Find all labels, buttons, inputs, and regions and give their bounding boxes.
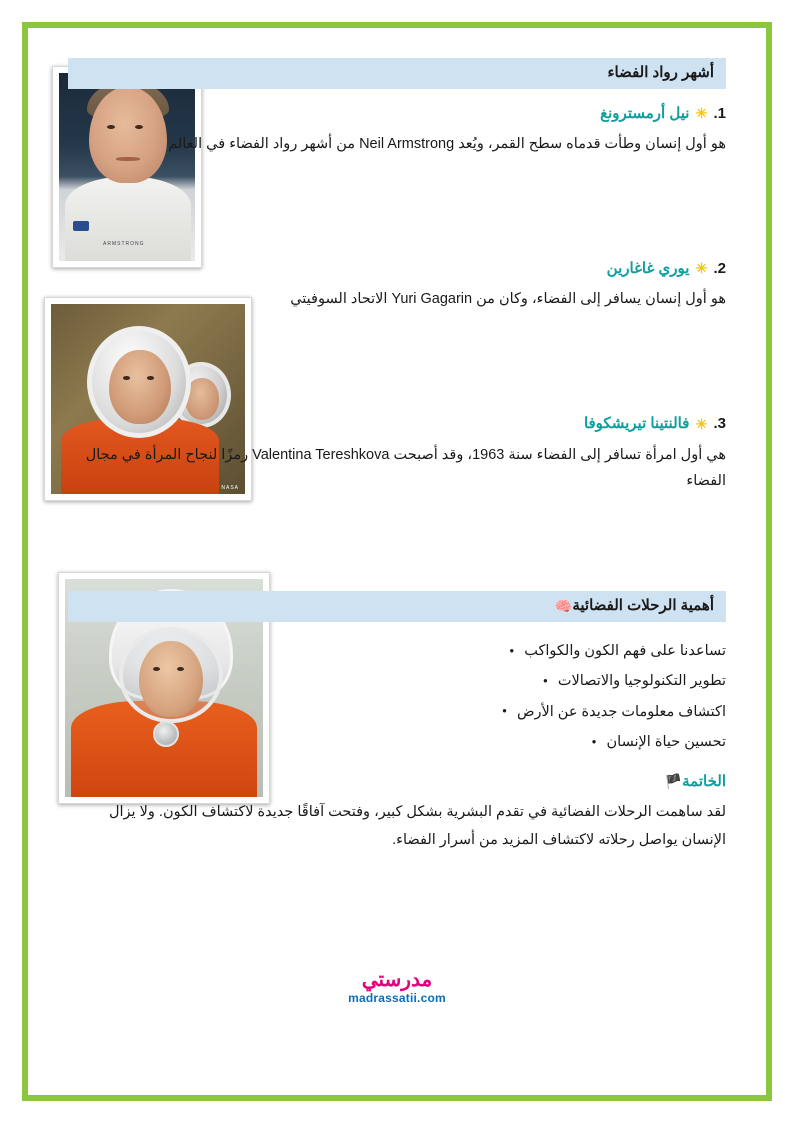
logo-arabic-text: مدرستي (361, 969, 433, 991)
astronaut-title (68, 103, 726, 126)
astronaut-number: 3. (713, 415, 726, 433)
photo-caption: ARMSTRONG (103, 241, 145, 247)
list-item: تحسين حياة الإنسان ● (68, 727, 726, 757)
astronaut-entry (68, 258, 726, 313)
list-item: تساعدنا على فهم الكون والكواكب ● (68, 636, 726, 666)
star-icon: ✳ (695, 260, 708, 277)
astronaut-entry (68, 103, 726, 158)
spacer (68, 166, 726, 258)
astronaut-number: 1. (713, 104, 726, 122)
list-item: تطوير التكنولوجيا والاتصالات ● (68, 666, 726, 696)
document-content (44, 48, 750, 1078)
conclusion-body: لقد ساهمت الرحلات الفضائية في تقدم البشرية بشكل كبير، وفتحت آفاقًا جديدة لاكتشاف الكون. ولا يزال الإنسان يواصل رحلاته لاكتشاف المزيد من أسرار الفضاء. (108, 803, 726, 848)
spacer (68, 321, 726, 413)
astronaut-description: هي أول امرأة تسافر إلى الفضاء سنة 1963، وقد أصبحت Valentina Tereshkova رمزًا لنجاح المرأة في مجال الفضاء (85, 446, 726, 490)
astronaut-number: 2. (713, 259, 726, 277)
photo-caption: NASA (221, 485, 239, 491)
list-item: اكتشاف معلومات جديدة عن الأرض ● (68, 697, 726, 727)
brain-icon: 🧠 (554, 598, 573, 615)
astronaut-title (68, 258, 726, 281)
conclusion-heading-text: الخاتمة (682, 772, 726, 790)
importance-heading-text: أهمية الرحلات الفضائية (572, 597, 714, 615)
section-heading-conclusion (68, 772, 726, 790)
star-icon: ✳ (695, 415, 708, 432)
astronaut-description: هو أول إنسان يسافر إلى الفضاء، وكان من Yuri Gagarin الاتحاد السوفيتي (290, 291, 726, 308)
logo-domain-text: madrassatii.com (348, 991, 446, 1005)
star-icon: ✳ (695, 105, 708, 122)
astronaut-name: يوري غاغارين (606, 259, 690, 277)
astronaut-entry (68, 413, 726, 495)
astronaut-title (68, 413, 726, 436)
section-heading-importance (68, 591, 726, 622)
importance-list (68, 636, 726, 758)
site-logo (0, 969, 794, 1005)
astronaut-name: نيل أرمسترونغ (600, 104, 690, 122)
astronaut-name: فالنتينا تيريشكوفا (583, 415, 690, 433)
section-heading-famous-astronauts: أشهر رواد الفضاء (68, 58, 726, 89)
flag-icon: 🏴 (664, 772, 683, 789)
spacer (68, 503, 726, 591)
astronaut-description: هو أول إنسان وطأت قدماه سطح القمر، ويُعد Neil Armstrong من أشهر رواد الفضاء في العالم (168, 136, 726, 152)
